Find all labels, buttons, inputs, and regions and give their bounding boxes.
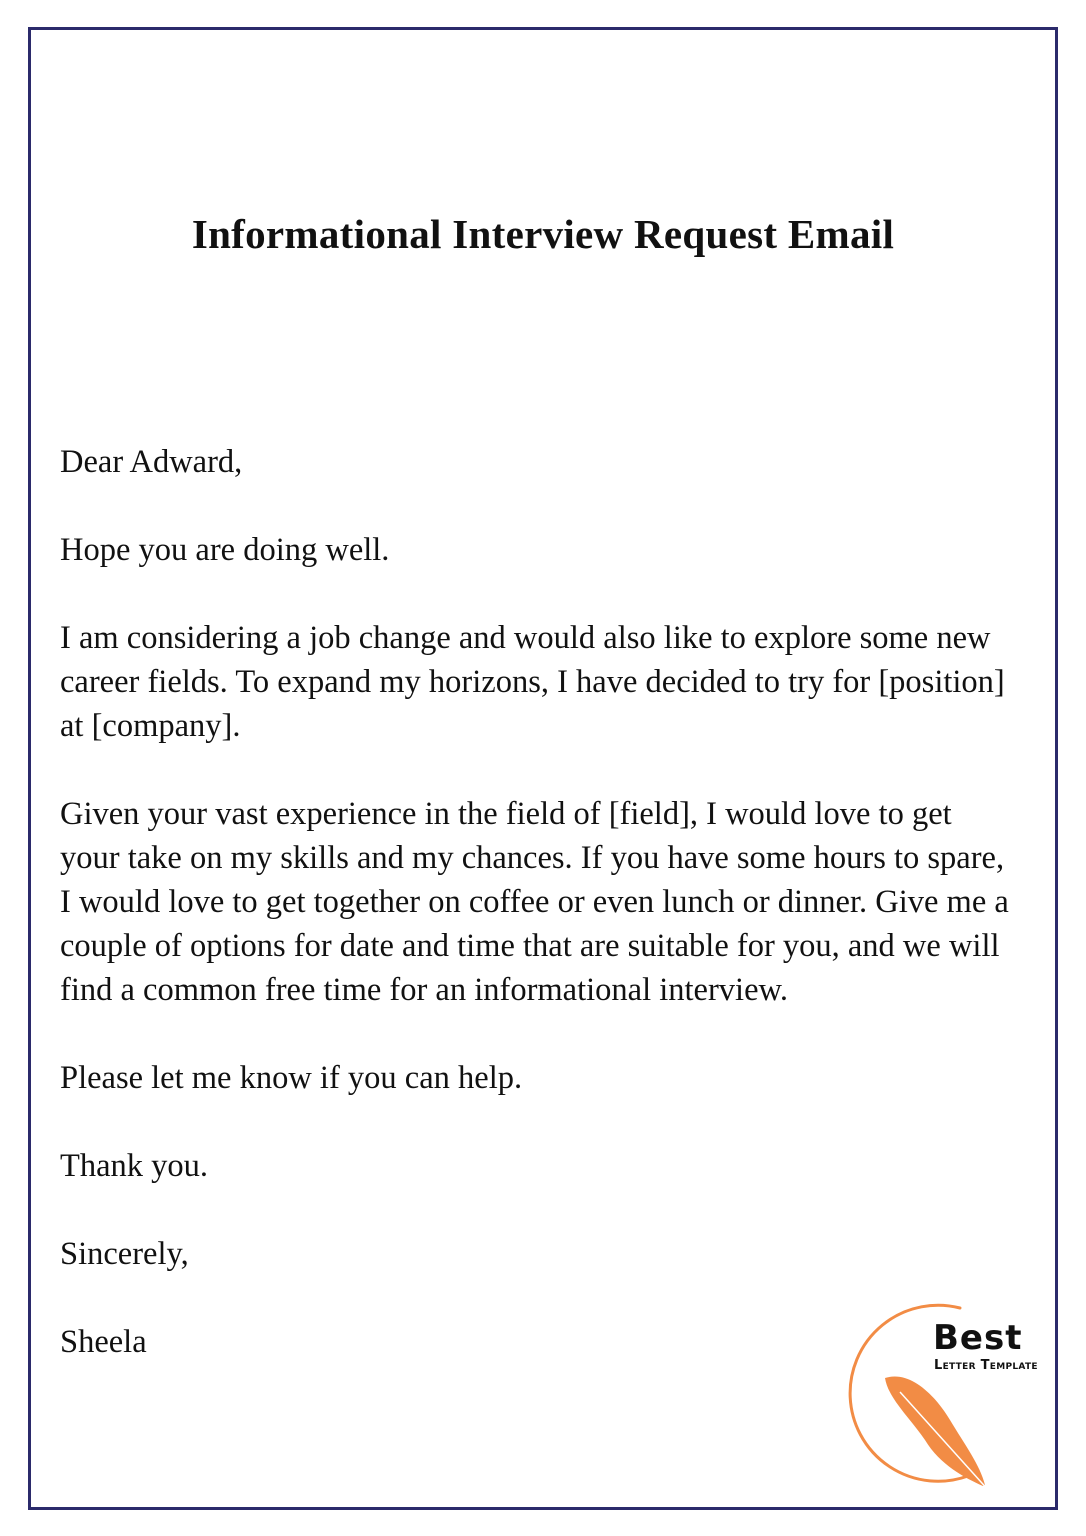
closing-line: Sincerely, <box>60 1236 189 1272</box>
request-line: Please let me know if you can help. <box>60 1060 523 1096</box>
text-line: I am considering a job change and would also like to explore some new <box>60 620 991 656</box>
body-paragraph-1 <box>60 616 1005 748</box>
thanks-line: Thank you. <box>60 1148 209 1184</box>
body-paragraph-2 <box>60 792 1009 1012</box>
text-line: couple of options for date and time that are suitable for you, and we will <box>60 928 1000 964</box>
document-title: Informational Interview Request Email <box>191 211 895 257</box>
text-line: your take on my skills and my chances. If you have some hours to spare, <box>60 840 1005 876</box>
logo-text-letter-template: Letter Template <box>934 1358 1038 1373</box>
logo-text-best: Best <box>933 1318 1023 1358</box>
text-line: at [company]. <box>60 708 241 744</box>
opening-line: Hope you are doing well. <box>60 532 390 568</box>
text-line: I would love to get together on coffee or even lunch or dinner. Give me a <box>60 884 1009 920</box>
text-line: Given your vast experience in the field of [field], I would love to get <box>60 796 952 832</box>
text-line: find a common free time for an informational interview. <box>60 972 788 1008</box>
salutation: Dear Adward, <box>60 444 243 480</box>
signature: Sheela <box>60 1324 147 1360</box>
text-line: career fields. To expand my horizons, I have decided to try for [position] <box>60 664 1005 700</box>
